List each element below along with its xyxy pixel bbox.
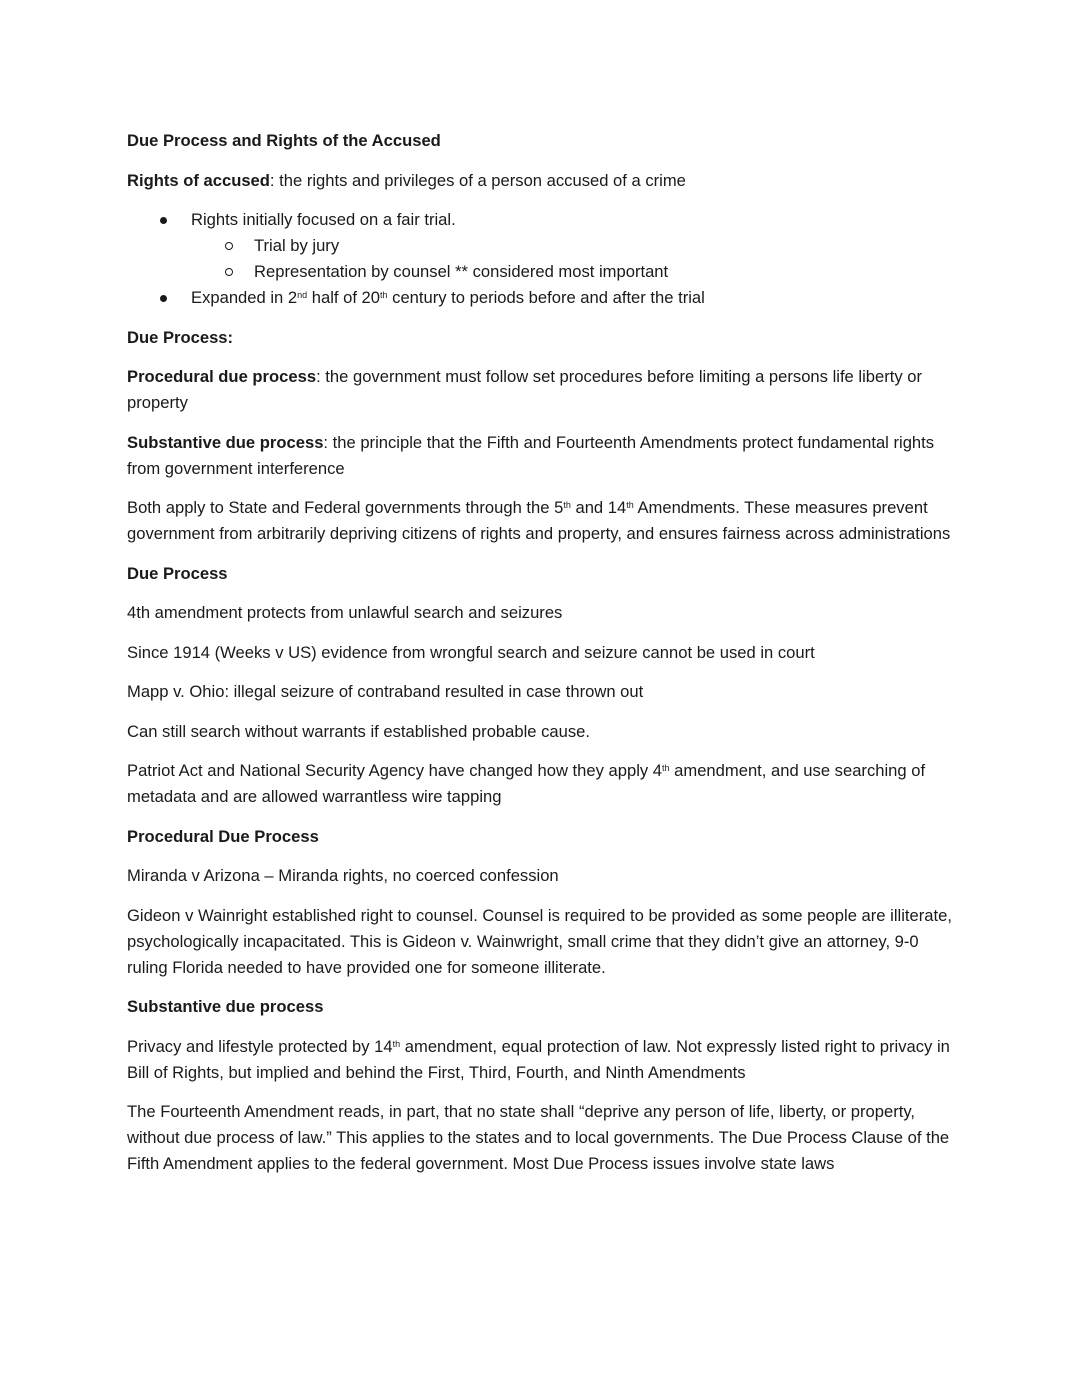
paragraph: Miranda v Arizona – Miranda rights, no coerced confession [127,866,559,885]
paragraph: Can still search without warrants if established probable cause. [127,721,591,741]
ordinal-suffix: nd [297,290,308,300]
sub-list-item [191,233,957,259]
section-heading-substantive: Substantive due process [127,997,324,1016]
paragraph: Gideon v Wainright established right to counsel. Counsel is required to be provided as some people are illiterate, psychologically incapacitated. This is Gideon v. Wainwright, small crime that they didn’t give an attorney, 9-0 ruling Florida needed to have provided one for someone illiterate. [127,905,952,977]
paragraph-text-part: Amendments. These measures prevent government from arbitrarily depriving citizens of rights and property, and ensures fairness across administrations [127,498,951,543]
paragraph-text-part: amendment, and use searching of metadata and are allowed warrantless wire tapping [127,761,926,806]
section-heading-due-process: Due Process [127,563,228,583]
procedural-text: : the government must follow set procedures before limiting a persons life liberty or property [127,367,923,412]
substantive-definition [127,430,957,482]
list-item [127,207,957,285]
paragraph: Mapp v. Ohio: illegal seizure of contraband resulted in case thrown out [127,682,644,701]
procedural-definition [127,364,957,416]
rights-accused-list [127,207,957,311]
ordinal-suffix: th [626,500,634,510]
substantive-text: : the principle that the Fifth and Fourteenth Amendments protect fundamental rights from government interference [127,432,935,478]
list-item-text-part: half of 20 [307,288,381,307]
both-apply-paragraph [127,495,957,547]
rights-accused-term: Rights of accused [127,170,270,190]
bullet-icon [160,217,167,224]
document-page [127,128,957,1191]
ordinal-suffix: th [662,763,670,773]
paragraph: The Fourteenth Amendment reads, in part, that no state shall “deprive any person of life, liberty, or property, without due process of law.” This applies to the states and to local governments. The Due Process Clause of the Fifth Amendment applies to the federal government. Most Due Process issues involve state laws [127,1102,950,1173]
privacy-paragraph [127,1034,957,1086]
rights-accused-definition [127,168,957,194]
paragraph-text-part: Privacy and lifestyle protected by 14 [127,1036,393,1056]
sub-list [191,233,957,285]
paragraph: Since 1914 (Weeks v US) evidence from wrongful search and seizure cannot be used in court [127,642,815,662]
substantive-term: Substantive due process [127,432,324,452]
ordinal-suffix: th [392,1038,401,1049]
ordinal-suffix: th [380,290,388,300]
procedural-term: Procedural due process [127,367,317,386]
paragraph: 4th amendment protects from unlawful search and seizures [127,603,563,622]
bullet-icon [160,295,167,302]
circle-bullet-icon [225,268,233,276]
list-item [127,285,957,311]
paragraph-text-part: Both apply to State and Federal governments through the 5 [127,498,564,517]
section-heading-procedural: Procedural Due Process [127,826,319,846]
sub-list-item [191,259,957,285]
patriot-act-paragraph [127,758,957,810]
ordinal-suffix: th [563,500,571,510]
paragraph-text-part: and 14 [570,498,627,517]
sub-list-item-text: Representation by counsel ** considered most important [254,262,669,281]
paragraph-text-part: Patriot Act and National Security Agency have changed how they apply 4 [127,761,663,780]
due-process-heading: Due Process: [127,327,234,347]
list-item-text-part: Expanded in 2 [191,288,298,307]
paragraph-text-part: amendment, equal protection of law. Not expressly listed right to privacy in Bill of Rights, but implied and behind the First, Third, Fourth, and Ninth Amendments [127,1036,950,1082]
document-title: Due Process and Rights of the Accused [127,131,441,150]
list-item-text-part: century to periods before and after the trial [387,288,705,307]
rights-accused-text: : the rights and privileges of a person accused of a crime [269,170,686,190]
sub-list-item-text: Trial by jury [254,236,340,255]
circle-bullet-icon [225,242,233,250]
list-item-text: Rights initially focused on a fair trial. [191,210,456,229]
